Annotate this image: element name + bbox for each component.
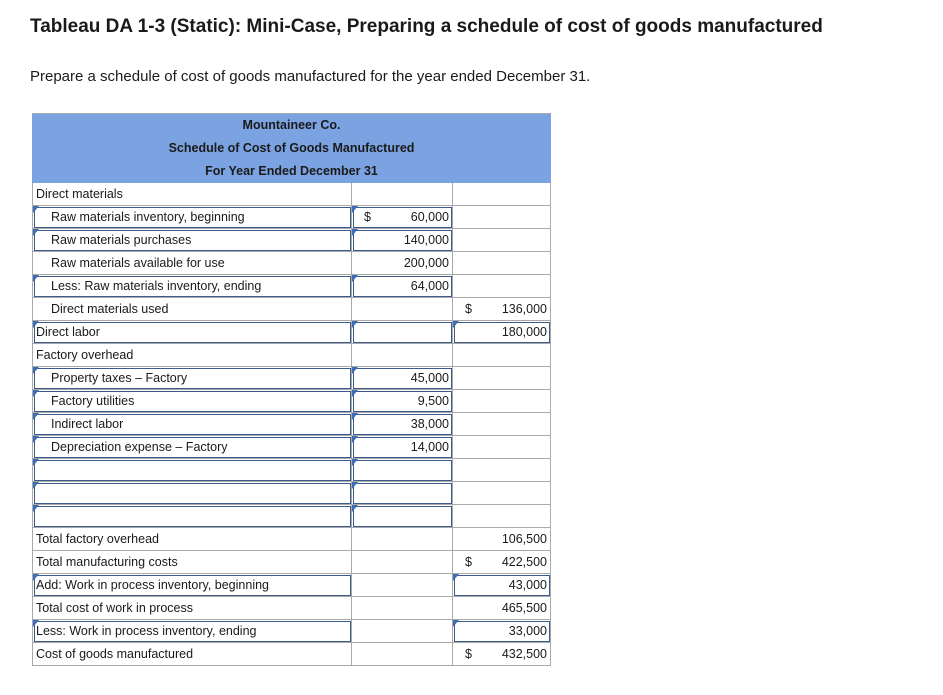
- schedule-name: Schedule of Cost of Goods Manufactured: [33, 137, 551, 160]
- input-marker-icon: [33, 620, 39, 627]
- schedule-row: [33, 482, 551, 505]
- input-marker-icon: [352, 390, 358, 397]
- detail-amount-cell: [352, 252, 453, 275]
- input-marker-icon: [33, 206, 39, 213]
- label-cell: [33, 344, 352, 367]
- total-amount-cell: [453, 252, 551, 275]
- cogm-schedule-table: [32, 113, 551, 666]
- currency-symbol: $: [364, 210, 371, 224]
- detail-amount-cell[interactable]: [352, 459, 453, 482]
- total-amount-cell: [453, 298, 551, 321]
- detail-amount-cell: [352, 597, 453, 620]
- label-cell[interactable]: [33, 459, 352, 482]
- label-cell: [33, 551, 352, 574]
- row-label: Direct materials used: [51, 302, 169, 316]
- detail-amount-cell: [352, 574, 453, 597]
- label-cell[interactable]: [33, 574, 352, 597]
- row-label[interactable]: Indirect labor: [51, 417, 124, 431]
- input-marker-icon: [33, 482, 39, 489]
- detail-amount-cell[interactable]: [352, 367, 453, 390]
- input-marker-icon: [352, 413, 358, 420]
- label-cell: [33, 528, 352, 551]
- row-label: Total cost of work in process: [36, 601, 194, 615]
- label-cell[interactable]: [33, 275, 352, 298]
- label-cell[interactable]: [33, 505, 352, 528]
- amount-value: 465,500: [501, 601, 547, 615]
- schedule-row: [33, 597, 551, 620]
- total-amount-cell: [453, 505, 551, 528]
- input-marker-icon: [33, 505, 39, 512]
- schedule-row: [33, 252, 551, 275]
- input-marker-icon: [352, 321, 358, 328]
- amount-value: 136,000: [501, 302, 547, 316]
- total-amount-cell: [453, 528, 551, 551]
- total-amount-cell: [453, 413, 551, 436]
- detail-amount-cell[interactable]: [352, 482, 453, 505]
- schedule-row: [33, 206, 551, 229]
- currency-symbol: $: [465, 302, 472, 316]
- amount-value: 9,500: [417, 394, 449, 408]
- total-amount-cell: [453, 551, 551, 574]
- input-marker-icon: [33, 413, 39, 420]
- row-label: Raw materials available for use: [51, 256, 225, 270]
- amount-value: 180,000: [501, 325, 547, 339]
- detail-amount-cell: [352, 551, 453, 574]
- total-amount-cell: [453, 459, 551, 482]
- input-marker-icon: [33, 229, 39, 236]
- row-label: Direct materials: [36, 187, 123, 201]
- schedule-row: [33, 344, 551, 367]
- label-cell[interactable]: [33, 482, 352, 505]
- amount-value: 106,500: [501, 532, 547, 546]
- label-cell[interactable]: [33, 229, 352, 252]
- amount-value: 64,000: [410, 279, 449, 293]
- amount-value: 38,000: [410, 417, 449, 431]
- row-label[interactable]: Factory utilities: [51, 394, 135, 408]
- total-amount-cell: [453, 643, 551, 666]
- schedule-period: For Year Ended December 31: [33, 160, 551, 183]
- schedule-row: [33, 574, 551, 597]
- label-cell: [33, 183, 352, 206]
- input-marker-icon: [352, 275, 358, 282]
- label-cell[interactable]: [33, 620, 352, 643]
- schedule-row: [33, 505, 551, 528]
- input-marker-icon: [33, 275, 39, 282]
- detail-amount-cell[interactable]: [352, 505, 453, 528]
- page-title: Tableau DA 1-3 (Static): Mini-Case, Preparing a schedule of cost of goods manufactured: [30, 16, 823, 37]
- row-label[interactable]: Depreciation expense – Factory: [51, 440, 228, 454]
- row-label[interactable]: Property taxes – Factory: [51, 371, 188, 385]
- detail-amount-cell: [352, 298, 453, 321]
- input-marker-icon: [33, 367, 39, 374]
- label-cell: [33, 597, 352, 620]
- row-label[interactable]: Less: Work in process inventory, ending: [36, 624, 257, 638]
- row-label: Cost of goods manufactured: [36, 647, 194, 661]
- amount-value: 432,500: [501, 647, 547, 661]
- currency-symbol: $: [465, 555, 472, 569]
- row-label[interactable]: Raw materials purchases: [51, 233, 192, 247]
- input-marker-icon: [453, 620, 459, 627]
- schedule-rows: [33, 183, 551, 666]
- schedule-row: [33, 620, 551, 643]
- input-marker-icon: [33, 574, 39, 581]
- input-marker-icon: [352, 206, 358, 213]
- schedule-row: [33, 528, 551, 551]
- total-amount-cell: [453, 597, 551, 620]
- total-amount-cell: [453, 367, 551, 390]
- instruction-text: Prepare a schedule of cost of goods manufactured for the year ended December 31.: [30, 68, 591, 85]
- amount-value: 43,000: [508, 578, 547, 592]
- detail-amount-cell[interactable]: [352, 390, 453, 413]
- total-amount-cell: [453, 229, 551, 252]
- amount-value: 14,000: [410, 440, 449, 454]
- label-cell[interactable]: [33, 436, 352, 459]
- schedule-row: [33, 321, 551, 344]
- label-cell[interactable]: [33, 367, 352, 390]
- amount-value: 140,000: [403, 233, 449, 247]
- amount-value: 60,000: [410, 210, 449, 224]
- row-label: Factory overhead: [36, 348, 134, 362]
- total-amount-cell: [453, 183, 551, 206]
- detail-amount-cell[interactable]: [352, 275, 453, 298]
- total-amount-cell: [453, 436, 551, 459]
- total-amount-cell: [453, 275, 551, 298]
- detail-amount-cell[interactable]: [352, 321, 453, 344]
- detail-amount-cell[interactable]: [352, 436, 453, 459]
- schedule-row: [33, 436, 551, 459]
- label-cell[interactable]: [33, 413, 352, 436]
- schedule-row: [33, 298, 551, 321]
- label-cell: [33, 298, 352, 321]
- amount-value: 200,000: [403, 256, 449, 270]
- input-marker-icon: [33, 390, 39, 397]
- row-label: Total manufacturing costs: [36, 555, 178, 569]
- amount-value: 33,000: [508, 624, 547, 638]
- input-marker-icon: [453, 321, 459, 328]
- detail-amount-cell: [352, 528, 453, 551]
- input-marker-icon: [352, 367, 358, 374]
- detail-amount-cell: [352, 183, 453, 206]
- schedule-row: [33, 459, 551, 482]
- amount-value: 422,500: [501, 555, 547, 569]
- detail-amount-cell: [352, 620, 453, 643]
- total-amount-cell[interactable]: [453, 620, 551, 643]
- input-marker-icon: [33, 436, 39, 443]
- detail-amount-cell[interactable]: [352, 413, 453, 436]
- total-amount-cell: [453, 482, 551, 505]
- detail-amount-cell[interactable]: [352, 229, 453, 252]
- row-label[interactable]: Direct labor: [36, 325, 100, 339]
- company-name: Mountaineer Co.: [33, 114, 551, 137]
- input-marker-icon: [352, 459, 358, 466]
- label-cell: [33, 643, 352, 666]
- detail-amount-cell: [352, 643, 453, 666]
- input-marker-icon: [33, 459, 39, 466]
- row-label[interactable]: Add: Work in process inventory, beginning: [36, 578, 269, 592]
- label-cell[interactable]: [33, 321, 352, 344]
- detail-amount-cell: [352, 344, 453, 367]
- label-cell: [33, 252, 352, 275]
- schedule-row: [33, 229, 551, 252]
- label-cell[interactable]: [33, 206, 352, 229]
- currency-symbol: $: [465, 647, 472, 661]
- schedule-row: [33, 551, 551, 574]
- total-amount-cell: [453, 206, 551, 229]
- input-marker-icon: [352, 505, 358, 512]
- label-cell[interactable]: [33, 390, 352, 413]
- schedule-row: [33, 275, 551, 298]
- total-amount-cell[interactable]: [453, 321, 551, 344]
- schedule-row: [33, 643, 551, 666]
- input-marker-icon: [352, 436, 358, 443]
- amount-value: 45,000: [410, 371, 449, 385]
- schedule-row: [33, 367, 551, 390]
- total-amount-cell: [453, 344, 551, 367]
- total-amount-cell[interactable]: [453, 574, 551, 597]
- input-marker-icon: [352, 229, 358, 236]
- row-label: Total factory overhead: [36, 532, 159, 546]
- schedule-row: [33, 413, 551, 436]
- schedule-row: [33, 390, 551, 413]
- schedule-row: [33, 183, 551, 206]
- input-marker-icon: [352, 482, 358, 489]
- input-marker-icon: [33, 321, 39, 328]
- row-label[interactable]: Raw materials inventory, beginning: [51, 210, 245, 224]
- row-label[interactable]: Less: Raw materials inventory, ending: [51, 279, 262, 293]
- detail-amount-cell[interactable]: [352, 206, 453, 229]
- input-marker-icon: [453, 574, 459, 581]
- total-amount-cell: [453, 390, 551, 413]
